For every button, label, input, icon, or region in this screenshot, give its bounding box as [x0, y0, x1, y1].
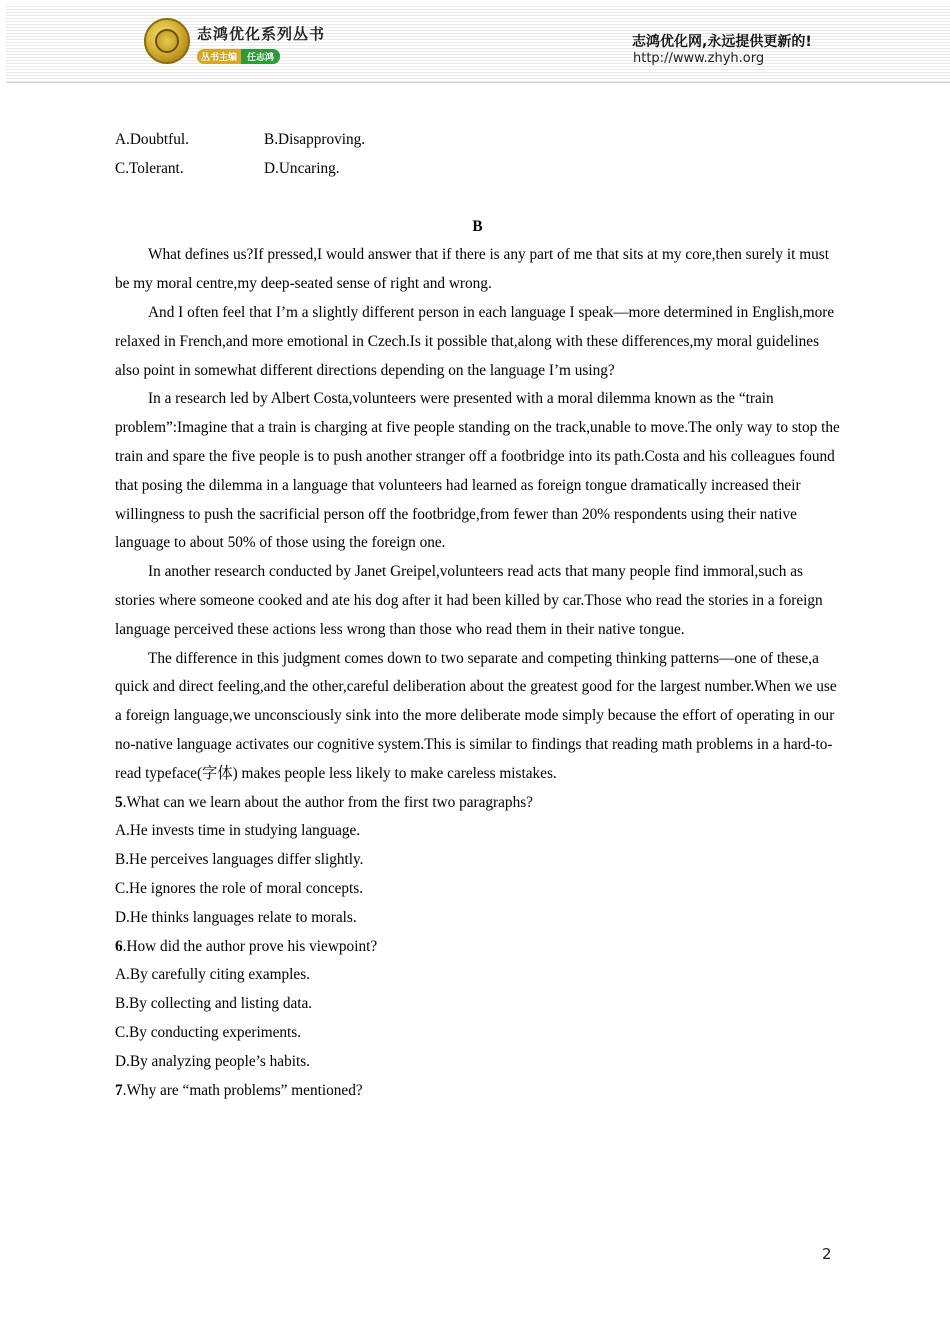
document-body: [115, 126, 840, 1105]
answer-option: A.He invests time in studying language.: [115, 822, 361, 840]
question-text: .How did the author prove his viewpoint?: [122, 937, 378, 955]
question-number: 5: [115, 793, 123, 811]
passage-title: B: [472, 217, 483, 235]
answer-option: B.By collecting and listing data.: [115, 995, 313, 1013]
header-url-link[interactable]: http://www.zhyh.org: [633, 51, 765, 66]
option-d: D.Uncaring.: [264, 159, 340, 177]
passage-paragraph: In a research led by Albert Costa,volunteers were presented with a moral dilemma known as the “train problem”:Imagine that a train is charging at five people standing on the track,unable to move.The only way to stop the train and spare the five people is to push another stranger off a footbridge into its path.Costa and his colleagues found that posing the dilemma in a language that volunteers had learned as foreign tongue dramatically increased their willingness to push the sacrificial person off the footbridge,from fewer than 20% respondents using their native language to about 50% of those using the foreign one.: [115, 390, 840, 552]
answer-option: D.By analyzing people’s habits.: [115, 1052, 310, 1070]
option-a: A.Doubtful.: [115, 131, 189, 148]
question-number: 7: [115, 1081, 123, 1099]
question-text: .Why are “math problems” mentioned?: [122, 1081, 363, 1099]
question-stem: [115, 789, 840, 818]
series-editor-tag: [197, 49, 280, 63]
answer-option: D.He thinks languages relate to morals.: [115, 908, 357, 926]
option-b: B.Disapproving.: [264, 131, 366, 148]
page-header: [6, 4, 950, 83]
passage-paragraph: In another research conducted by Janet Greipel,volunteers read acts that many people find immoral,such as stories where someone cooked and ate his dog after it had been killed by car.Those who read the stories in a foreign language perceived these actions less wrong than those who read them in their native tongue.: [115, 563, 823, 638]
question-stem: [115, 1077, 840, 1106]
editor-label: 丛书主编: [197, 49, 241, 64]
passage-paragraph: And I often feel that I’m a slightly different person in each language I speak—more determined in English,more relaxed in French,and more emotional in Czech.Is it possible that,along with these differences,my moral guidelines also point in somewhat different directions depending on the language I’m using?: [115, 303, 835, 379]
previous-question-options-row-2: [115, 155, 840, 184]
question-number: 6: [115, 937, 123, 955]
editor-name: 任志鸿: [241, 49, 280, 64]
previous-question-options-row-1: [115, 126, 840, 155]
question-stem: [115, 933, 840, 962]
series-logo-icon: [144, 18, 190, 64]
question-text: .What can we learn about the author from the first two paragraphs?: [122, 793, 533, 811]
passage-paragraph: What defines us?If pressed,I would answer that if there is any part of me that sits at my core,then surely it must be my moral centre,my deep-seated sense of right and wrong.: [115, 246, 829, 293]
page-number: 2: [822, 1245, 832, 1263]
header-slogan: 志鸿优化网,永远提供更新的!: [632, 34, 812, 50]
series-title: 志鸿优化系列丛书: [197, 25, 326, 43]
passage-paragraph: The difference in this judgment comes down to two separate and competing thinking patterns—one of these,a quick and direct feeling,and the other,careful deliberation about the greatest good for the largest number.When we use a foreign language,we unconsciously sink into the more deliberate mode simply because the effort of operating in our no-native language activates our cognitive system.This is similar to findings that reading math problems in a hard-to-read typeface(字体) makes people less likely to make careless mistakes.: [115, 649, 837, 782]
answer-option: A.By carefully citing examples.: [115, 966, 310, 984]
answer-option: C.He ignores the role of moral concepts.: [115, 879, 364, 897]
option-c: C.Tolerant.: [115, 159, 184, 177]
answer-option: B.He perceives languages differ slightly.: [115, 851, 364, 869]
answer-option: C.By conducting experiments.: [115, 1023, 302, 1041]
